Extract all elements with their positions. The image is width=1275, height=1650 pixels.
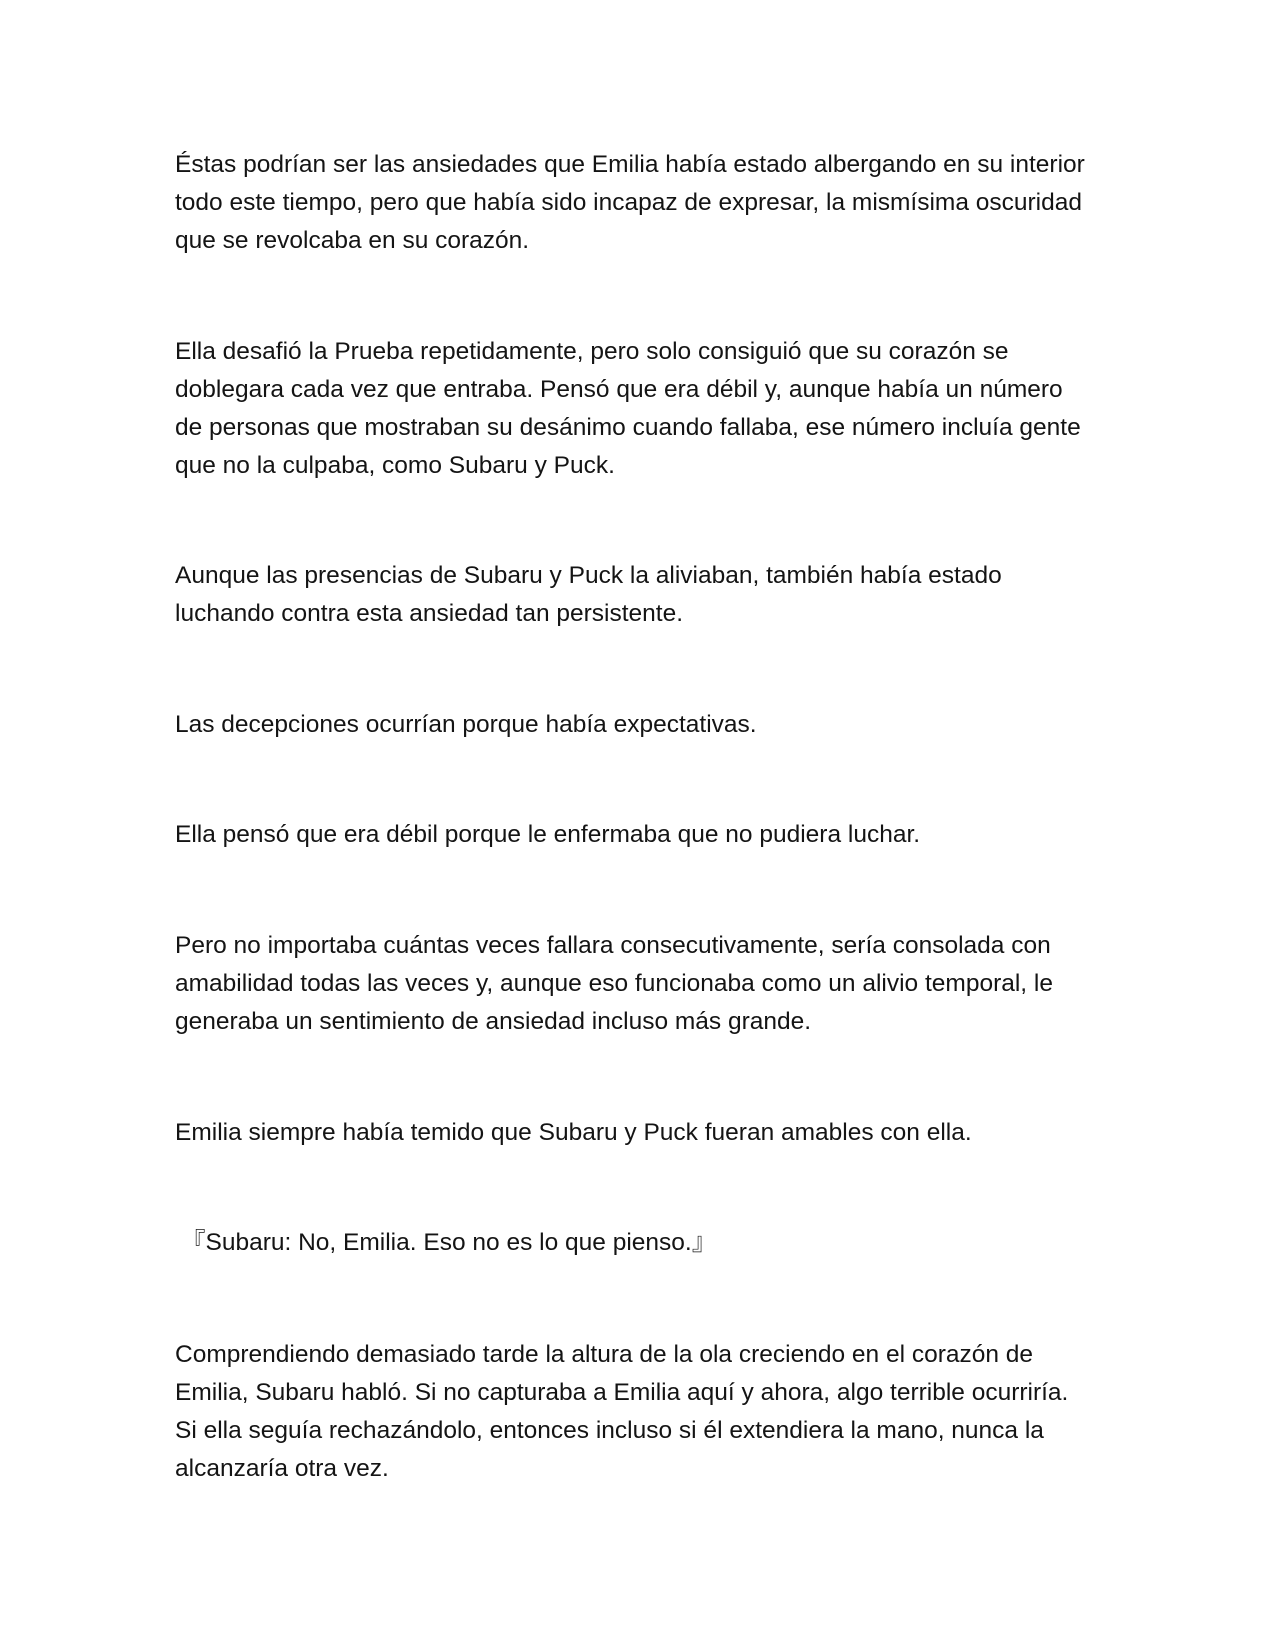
paragraph-9: Comprendiendo demasiado tarde la altura de la ola creciendo en el corazón de Emilia, Subaru habló. Si no capturaba a Emilia aquí y ahora, algo terrible ocurriría. Si ella seguía rechazándolo, entonces incluso si él extendiera la mano, nunca la alcanzaría otra vez. (175, 1341, 1069, 1482)
paragraph-6: Pero no importaba cuántas veces fallara consecutivamente, sería consolada con amabilidad todas las veces y, aunque eso funcionaba como un alivio temporal, le generaba un sentimiento de ansiedad incluso más grande. (175, 932, 1053, 1035)
dialogue-line: 『Subaru: No, Emilia. Eso no es lo que pienso.』 (181, 1229, 717, 1256)
paragraph-2: Ella desafió la Prueba repetidamente, pero solo consiguió que su corazón se doblegara cada vez que entraba. Pensó que era débil y, aunque había un número de personas que mostraban su desánimo cuando fallaba, ese número incluía gente que no la culpaba, como Subaru y Puck. (175, 338, 1081, 479)
paragraph-4: Las decepciones ocurrían porque había expectativas. (175, 711, 757, 738)
paragraph-3: Aunque las presencias de Subaru y Puck la aliviaban, también había estado luchando contra esta ansiedad tan persistente. (175, 562, 1002, 627)
paragraph-7: Emilia siempre había temido que Subaru y Puck fueran amables con ella. (175, 1119, 972, 1146)
paragraph-1: Éstas podrían ser las ansiedades que Emilia había estado albergando en su interior todo este tiempo, pero que había sido incapaz de expresar, la mismísima oscuridad que se revolcaba en su corazón. (175, 151, 1085, 254)
paragraph-5: Ella pensó que era débil porque le enfermaba que no pudiera luchar. (175, 821, 921, 848)
